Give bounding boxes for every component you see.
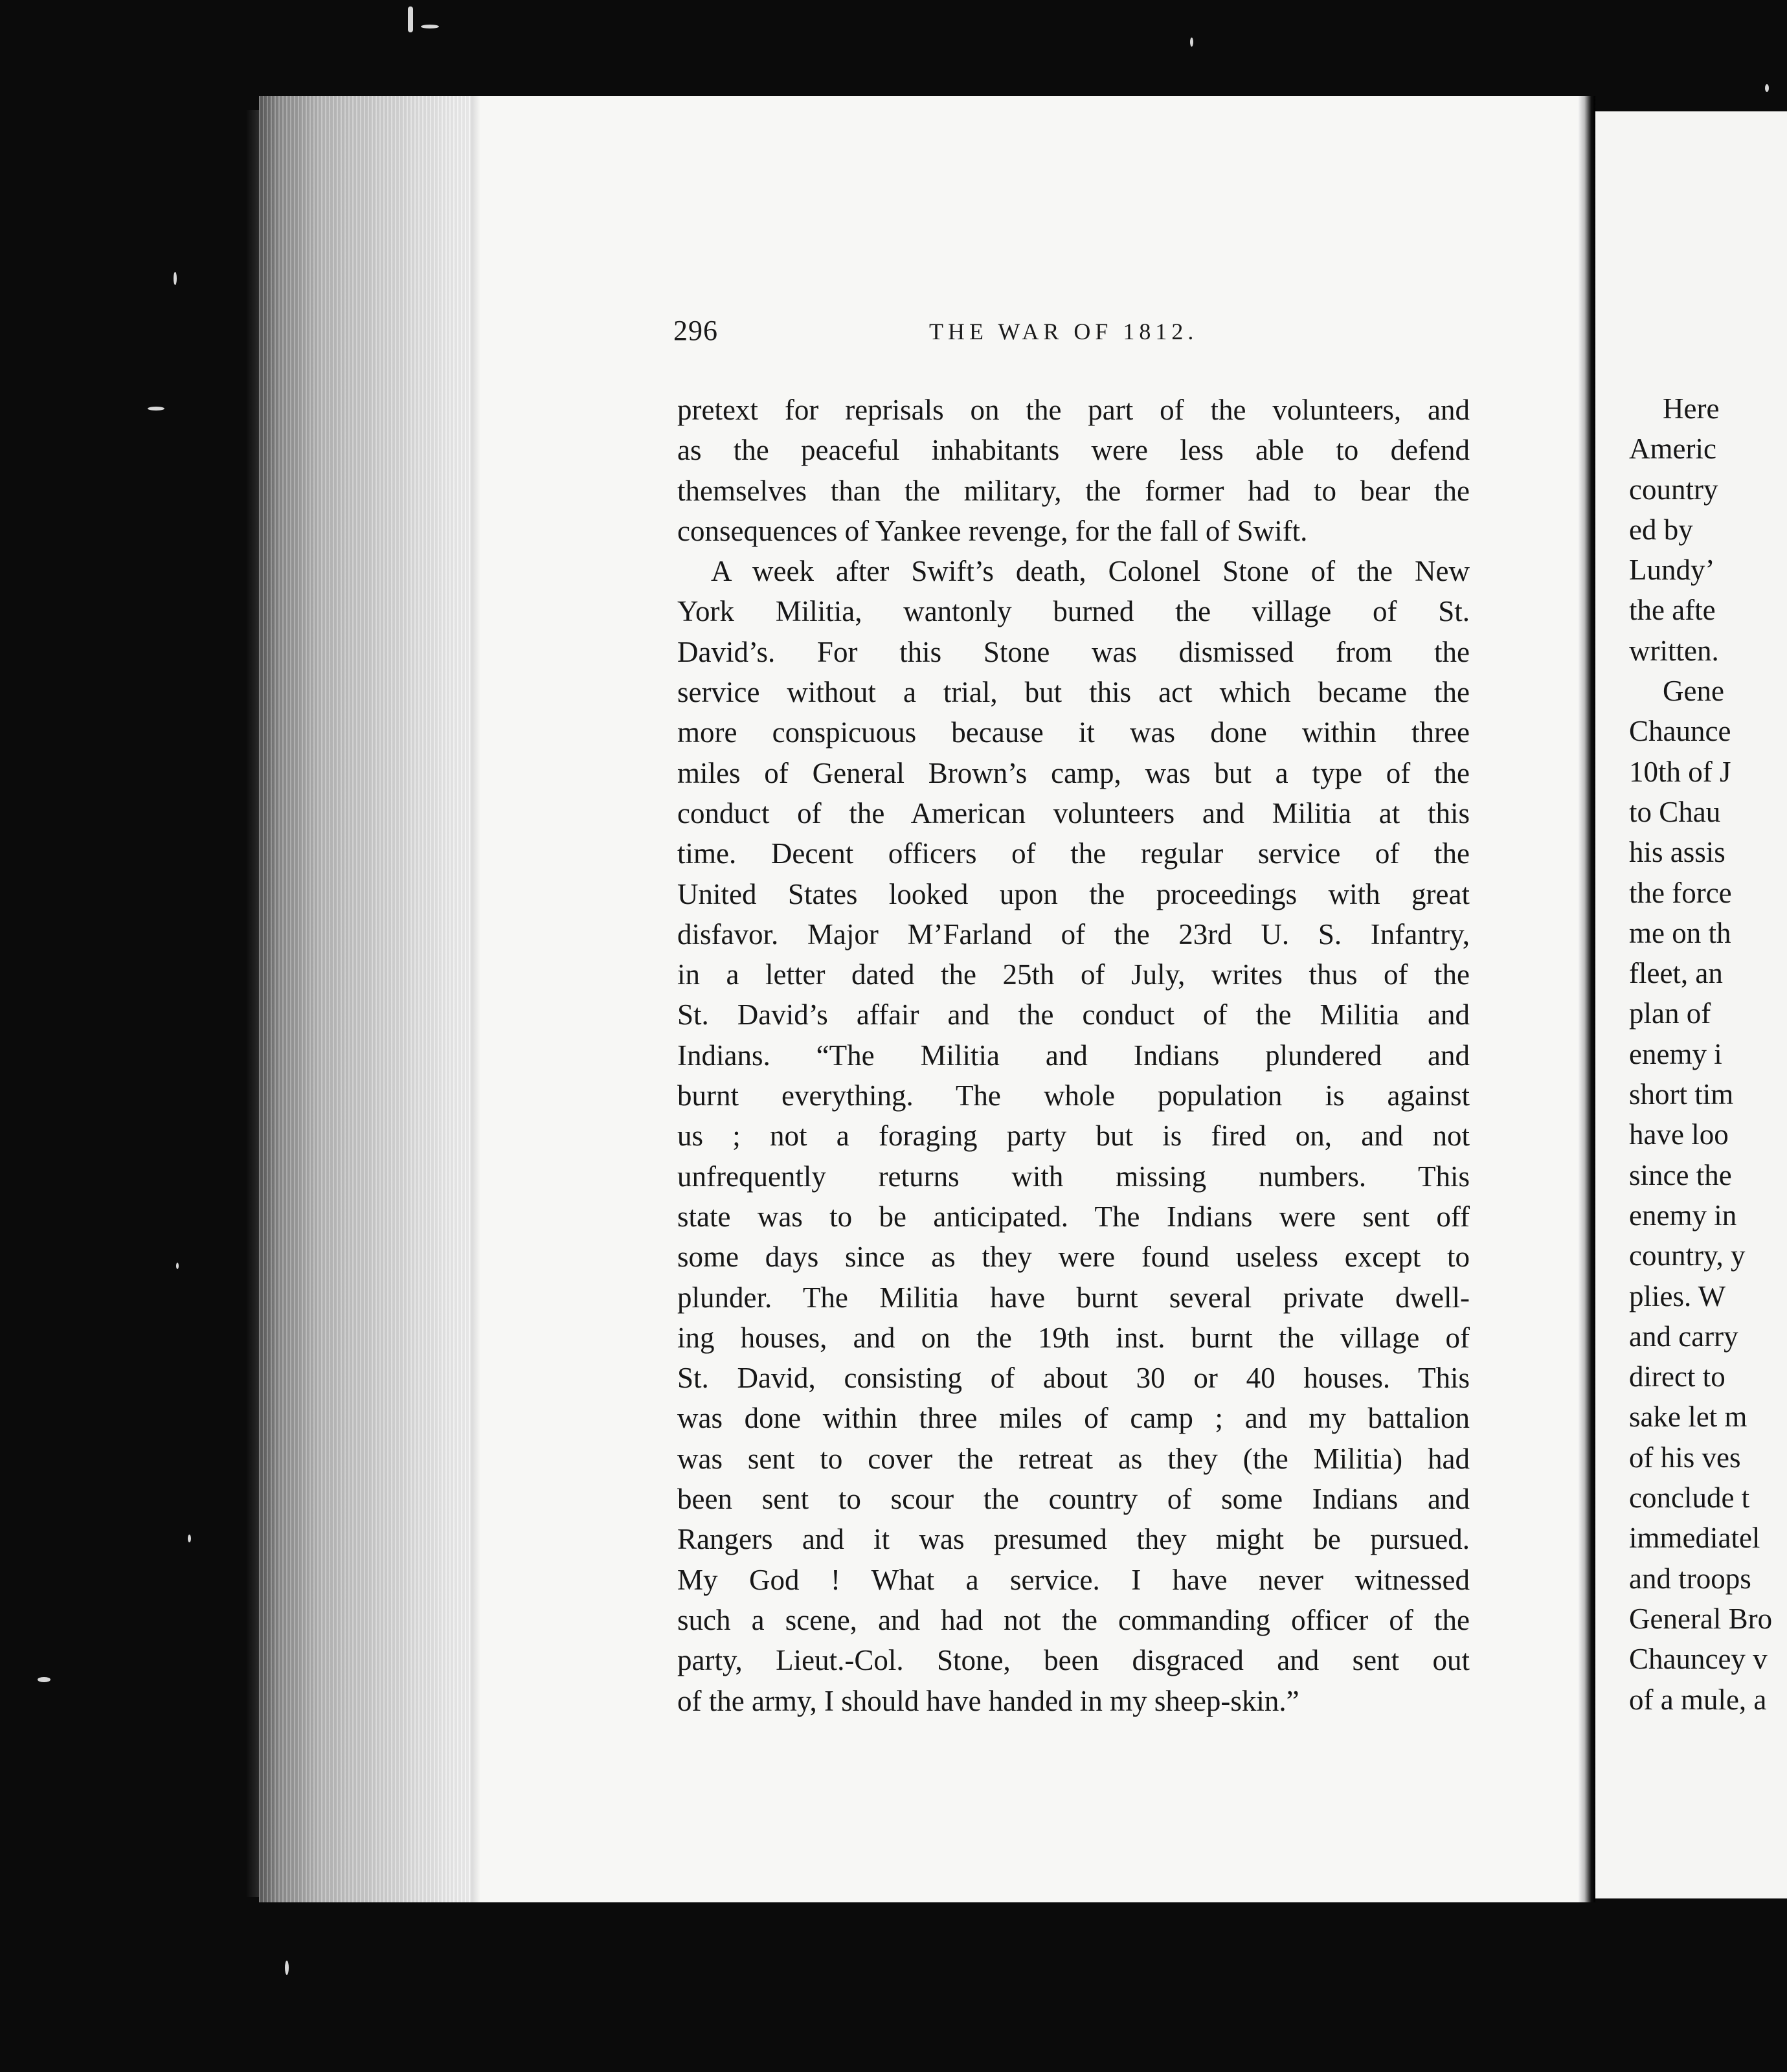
right-page-text: [1629, 388, 1787, 1720]
text-line: have loo: [1629, 1118, 1729, 1151]
text-line: party, Lieut.-Col. Stone, been disgraced and sent out: [677, 1644, 1470, 1677]
text-line: written.: [1629, 634, 1719, 667]
film-speck: [174, 272, 177, 285]
film-speck: [408, 6, 413, 32]
running-title: THE WAR OF 1812.: [929, 319, 1198, 344]
text-line: Chaunce: [1629, 715, 1731, 748]
text-line: conclude t: [1629, 1481, 1750, 1515]
book-gutter: [1579, 96, 1595, 1902]
text-line: enemy in: [1629, 1199, 1737, 1232]
text-line: in a letter dated the 25th of July, writes thus of the: [677, 958, 1470, 991]
text-line: conduct of the American volunteers and Militia at this: [677, 796, 1470, 829]
text-line: A week after Swift’s death, Colonel Stone of the New: [711, 555, 1470, 588]
text-line: Indians. “The Militia and Indians plundered and: [677, 1039, 1470, 1072]
film-speck: [285, 1961, 289, 1975]
text-line: plies. W: [1629, 1279, 1726, 1312]
text-line: the afte: [1629, 594, 1716, 627]
text-line: pretext for reprisals on the part of the volunteers, and: [677, 394, 1470, 426]
text-line: been sent to scour the country of some Indians and: [677, 1483, 1470, 1516]
text-line: miles of General Brown’s camp, was but a type of the: [677, 756, 1470, 789]
text-line: St. David, consisting of about 30 or 40 houses. This: [677, 1362, 1470, 1395]
text-line: time. Decent officers of the regular service of the: [677, 837, 1470, 870]
text-line: state was to be anticipated. The Indians were sent off: [677, 1200, 1470, 1233]
book-page-stack: [259, 96, 473, 1902]
text-line: country, y: [1629, 1239, 1746, 1272]
text-line: country: [1629, 473, 1718, 506]
running-head: [673, 314, 1224, 353]
page-number: 296: [673, 315, 718, 346]
text-line: themselves than the military, the former had to bear the: [677, 474, 1470, 507]
text-line: plan of: [1629, 997, 1711, 1030]
text-line: of the army, I should have handed in my sheep-skin.”: [677, 1684, 1299, 1717]
text-line: plunder. The Militia have burnt several private dwell-: [677, 1281, 1470, 1314]
text-line: fleet, an: [1629, 957, 1723, 990]
text-line: as the peaceful inhabitants were less able to defend: [677, 434, 1470, 467]
film-speck: [148, 407, 164, 411]
text-line: more conspicuous because it was done within three: [677, 716, 1470, 749]
text-line: short tim: [1629, 1078, 1734, 1111]
text-line: me on th: [1629, 916, 1731, 949]
text-line: immediatel: [1629, 1522, 1760, 1555]
text-line: unfrequently returns with missing numbers. This: [677, 1160, 1470, 1193]
body-text: [677, 390, 1470, 1721]
text-line: to Chau: [1629, 795, 1721, 828]
text-line: and carry: [1629, 1320, 1738, 1353]
text-line: his assis: [1629, 836, 1725, 869]
film-speck: [1190, 38, 1193, 47]
text-line: was sent to cover the retreat as they (the Militia) had: [677, 1442, 1470, 1475]
text-line: United States looked upon the proceedings with great: [677, 877, 1470, 910]
text-line: the force: [1629, 876, 1732, 909]
text-line: such a scene, and had not the commanding officer of the: [677, 1603, 1470, 1636]
right-page: [1595, 111, 1787, 1898]
text-line: burnt everything. The whole population is against: [677, 1079, 1470, 1112]
text-line: Rangers and it was presumed they might be pursued.: [677, 1523, 1470, 1556]
text-line: since the: [1629, 1158, 1732, 1191]
text-line: was done within three miles of camp ; and my battalion: [677, 1402, 1470, 1435]
text-line: My God ! What a service. I have never witnessed: [677, 1563, 1470, 1596]
text-line: Here: [1663, 392, 1720, 425]
text-line: some days since as they were found useless except to: [677, 1241, 1470, 1274]
text-line: of a mule, a: [1629, 1683, 1767, 1716]
text-line: Chauncey v: [1629, 1643, 1768, 1676]
text-line: enemy i: [1629, 1037, 1722, 1070]
text-line: ed by: [1629, 513, 1693, 546]
text-line: Gene: [1663, 675, 1724, 708]
text-line: Lundy’: [1629, 554, 1715, 587]
film-speck: [176, 1263, 179, 1269]
text-line: St. David’s affair and the conduct of the Militia and: [677, 998, 1470, 1031]
text-line: consequences of Yankee revenge, for the fall of Swift.: [677, 514, 1308, 547]
film-speck: [1765, 84, 1769, 92]
text-line: and troops: [1629, 1562, 1751, 1595]
text-line: York Militia, wantonly burned the village of St.: [677, 595, 1470, 628]
film-speck: [38, 1677, 51, 1682]
text-line: service without a trial, but this act which became the: [677, 676, 1470, 709]
film-speck: [421, 25, 439, 28]
text-line: ing houses, and on the 19th inst. burnt the village of: [677, 1321, 1470, 1354]
text-line: General Bro: [1629, 1602, 1773, 1635]
text-line: sake let m: [1629, 1401, 1748, 1434]
text-line: Americ: [1629, 433, 1716, 466]
text-line: disfavor. Major M’Farland of the 23rd U. S. Infantry,: [677, 918, 1470, 951]
text-line: David’s. For this Stone was dismissed from the: [677, 635, 1470, 668]
text-line: direct to: [1629, 1360, 1725, 1393]
text-line: 10th of J: [1629, 755, 1731, 788]
film-speck: [188, 1535, 191, 1542]
text-line: us ; not a foraging party but is fired on, and not: [677, 1120, 1470, 1153]
text-line: of his ves: [1629, 1441, 1741, 1474]
